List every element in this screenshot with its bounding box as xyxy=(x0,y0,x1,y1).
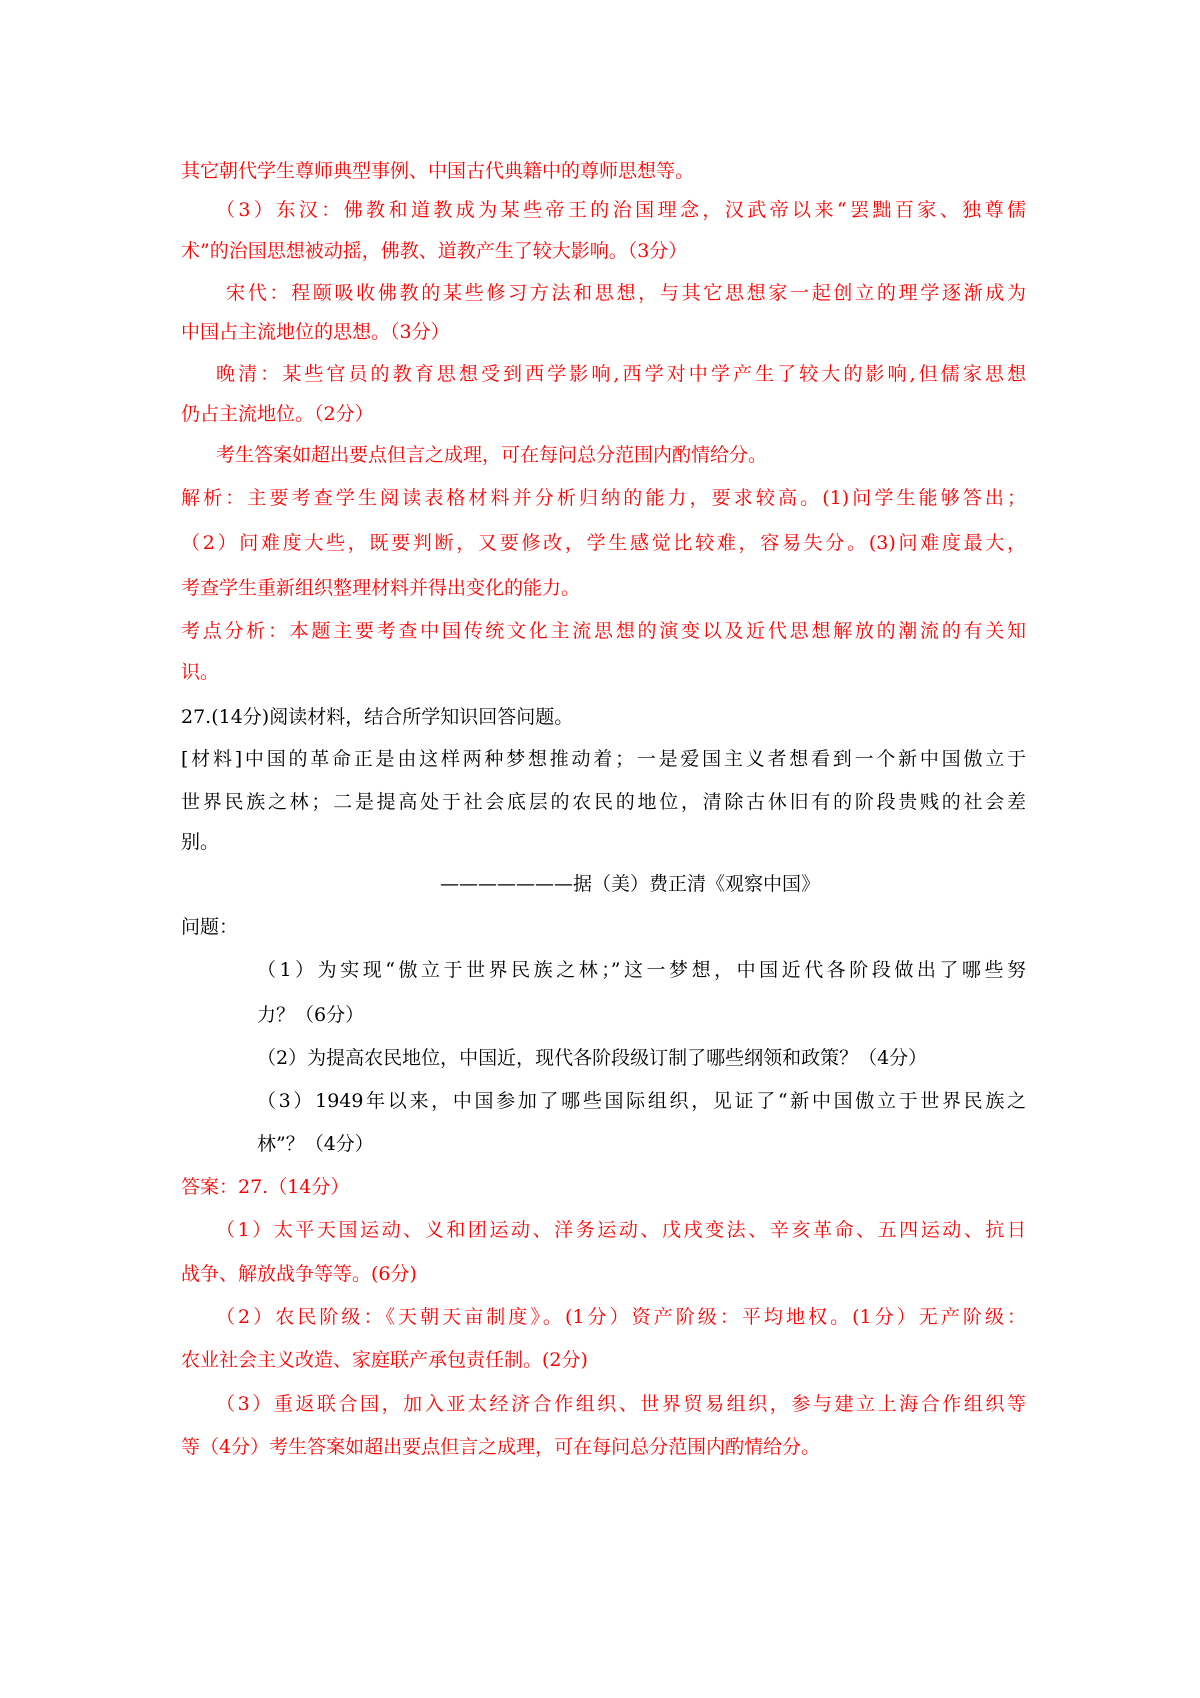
answer-line-songdai: 宋代：程颐吸收佛教的某些修习方法和思想，与其它思想家一起创立的理学逐渐成为 xyxy=(226,282,1026,304)
answer-line-wanqing-cont: 仍占主流地位。（2分） xyxy=(181,403,374,425)
scoring-note: 考生答案如超出要点但言之成理，可在每问总分范围内酌情给分。 xyxy=(216,444,768,466)
answer-line-prior-dynasties: 其它朝代学生尊师典型事例、中国古代典籍中的尊师思想等。 xyxy=(181,160,695,182)
question-1-line-2: 力？（6分） xyxy=(257,1004,365,1026)
material-source: ———————据（美）费正清《观察中国》 xyxy=(440,873,821,895)
question-1-line-1: （1）为实现“傲立于世界民族之林；”这一梦想，中国近代各阶段做出了哪些努 xyxy=(257,959,1026,981)
answer-line-donghan: （3）东汉：佛教和道教成为某些帝王的治国理念，汉武帝以来“罢黜百家、独尊儒 xyxy=(216,199,1026,221)
question-27-heading: 27.(14分)阅读材料，结合所学知识回答问题。 xyxy=(181,706,574,728)
answer-line-songdai-cont: 中国占主流地位的思想。（3分） xyxy=(181,321,450,343)
analysis-line-1: 解析：主要考查学生阅读表格材料并分析归纳的能力，要求较高。(1)问学生能够答出； xyxy=(181,487,1026,509)
answer-1-line-2: 战争、解放战争等等。(6分) xyxy=(181,1263,417,1285)
material-line-2: 世界民族之林；二是提高处于社会底层的农民的地位，清除古休旧有的阶段贵贱的社会差 xyxy=(181,791,1026,813)
material-line-1: [材料]中国的革命正是由这样两种梦想推动着；一是爱国主义者想看到一个新中国傲立于 xyxy=(181,748,1026,770)
question-3-line-1: （3）1949年以来，中国参加了哪些国际组织，见证了“新中国傲立于世界民族之 xyxy=(257,1090,1026,1112)
answer-3-line-2: 等（4分）考生答案如超出要点但言之成理，可在每问总分范围内酌情给分。 xyxy=(181,1436,821,1458)
material-line-3: 别。 xyxy=(181,831,220,853)
answer-27-heading: 答案：27.（14分） xyxy=(181,1176,350,1198)
key-point-line-2: 识。 xyxy=(181,661,220,683)
question-2: （2）为提高农民地位，中国近，现代各阶段级订制了哪些纲领和政策？（4分） xyxy=(257,1047,928,1069)
answer-line-donghan-cont: 术”的治国思想被动摇，佛教、道教产生了较大影响。（3分） xyxy=(181,240,688,262)
answer-1-line-1: （1）太平天国运动、义和团运动、洋务运动、戊戌变法、辛亥革命、五四运动、抗日 xyxy=(216,1219,1026,1241)
key-point-line-1: 考点分析：本题主要考查中国传统文化主流思想的演变以及近代思想解放的潮流的有关知 xyxy=(181,620,1026,642)
analysis-line-3: 考查学生重新组织整理材料并得出变化的能力。 xyxy=(181,577,581,599)
analysis-line-2: （2）问难度大些，既要判断，又要修改，学生感觉比较难，容易失分。(3)问难度最大， xyxy=(181,532,1026,554)
answer-3-line-1: （3）重返联合国，加入亚太经济合作组织、世界贸易组织，参与建立上海合作组织等 xyxy=(216,1393,1026,1415)
answer-2-line-2: 农业社会主义改造、家庭联产承包责任制。(2分) xyxy=(181,1349,588,1371)
answer-2-line-1: （2）农民阶级：《天朝天亩制度》。(1分）资产阶级：平均地权。(1分）无产阶级： xyxy=(216,1306,1026,1328)
question-3-line-2: 林”？（4分） xyxy=(257,1133,374,1155)
answer-line-wanqing: 晚清：某些官员的教育思想受到西学影响,西学对中学产生了较大的影响,但儒家思想 xyxy=(216,363,1026,385)
questions-label: 问题： xyxy=(181,916,239,938)
